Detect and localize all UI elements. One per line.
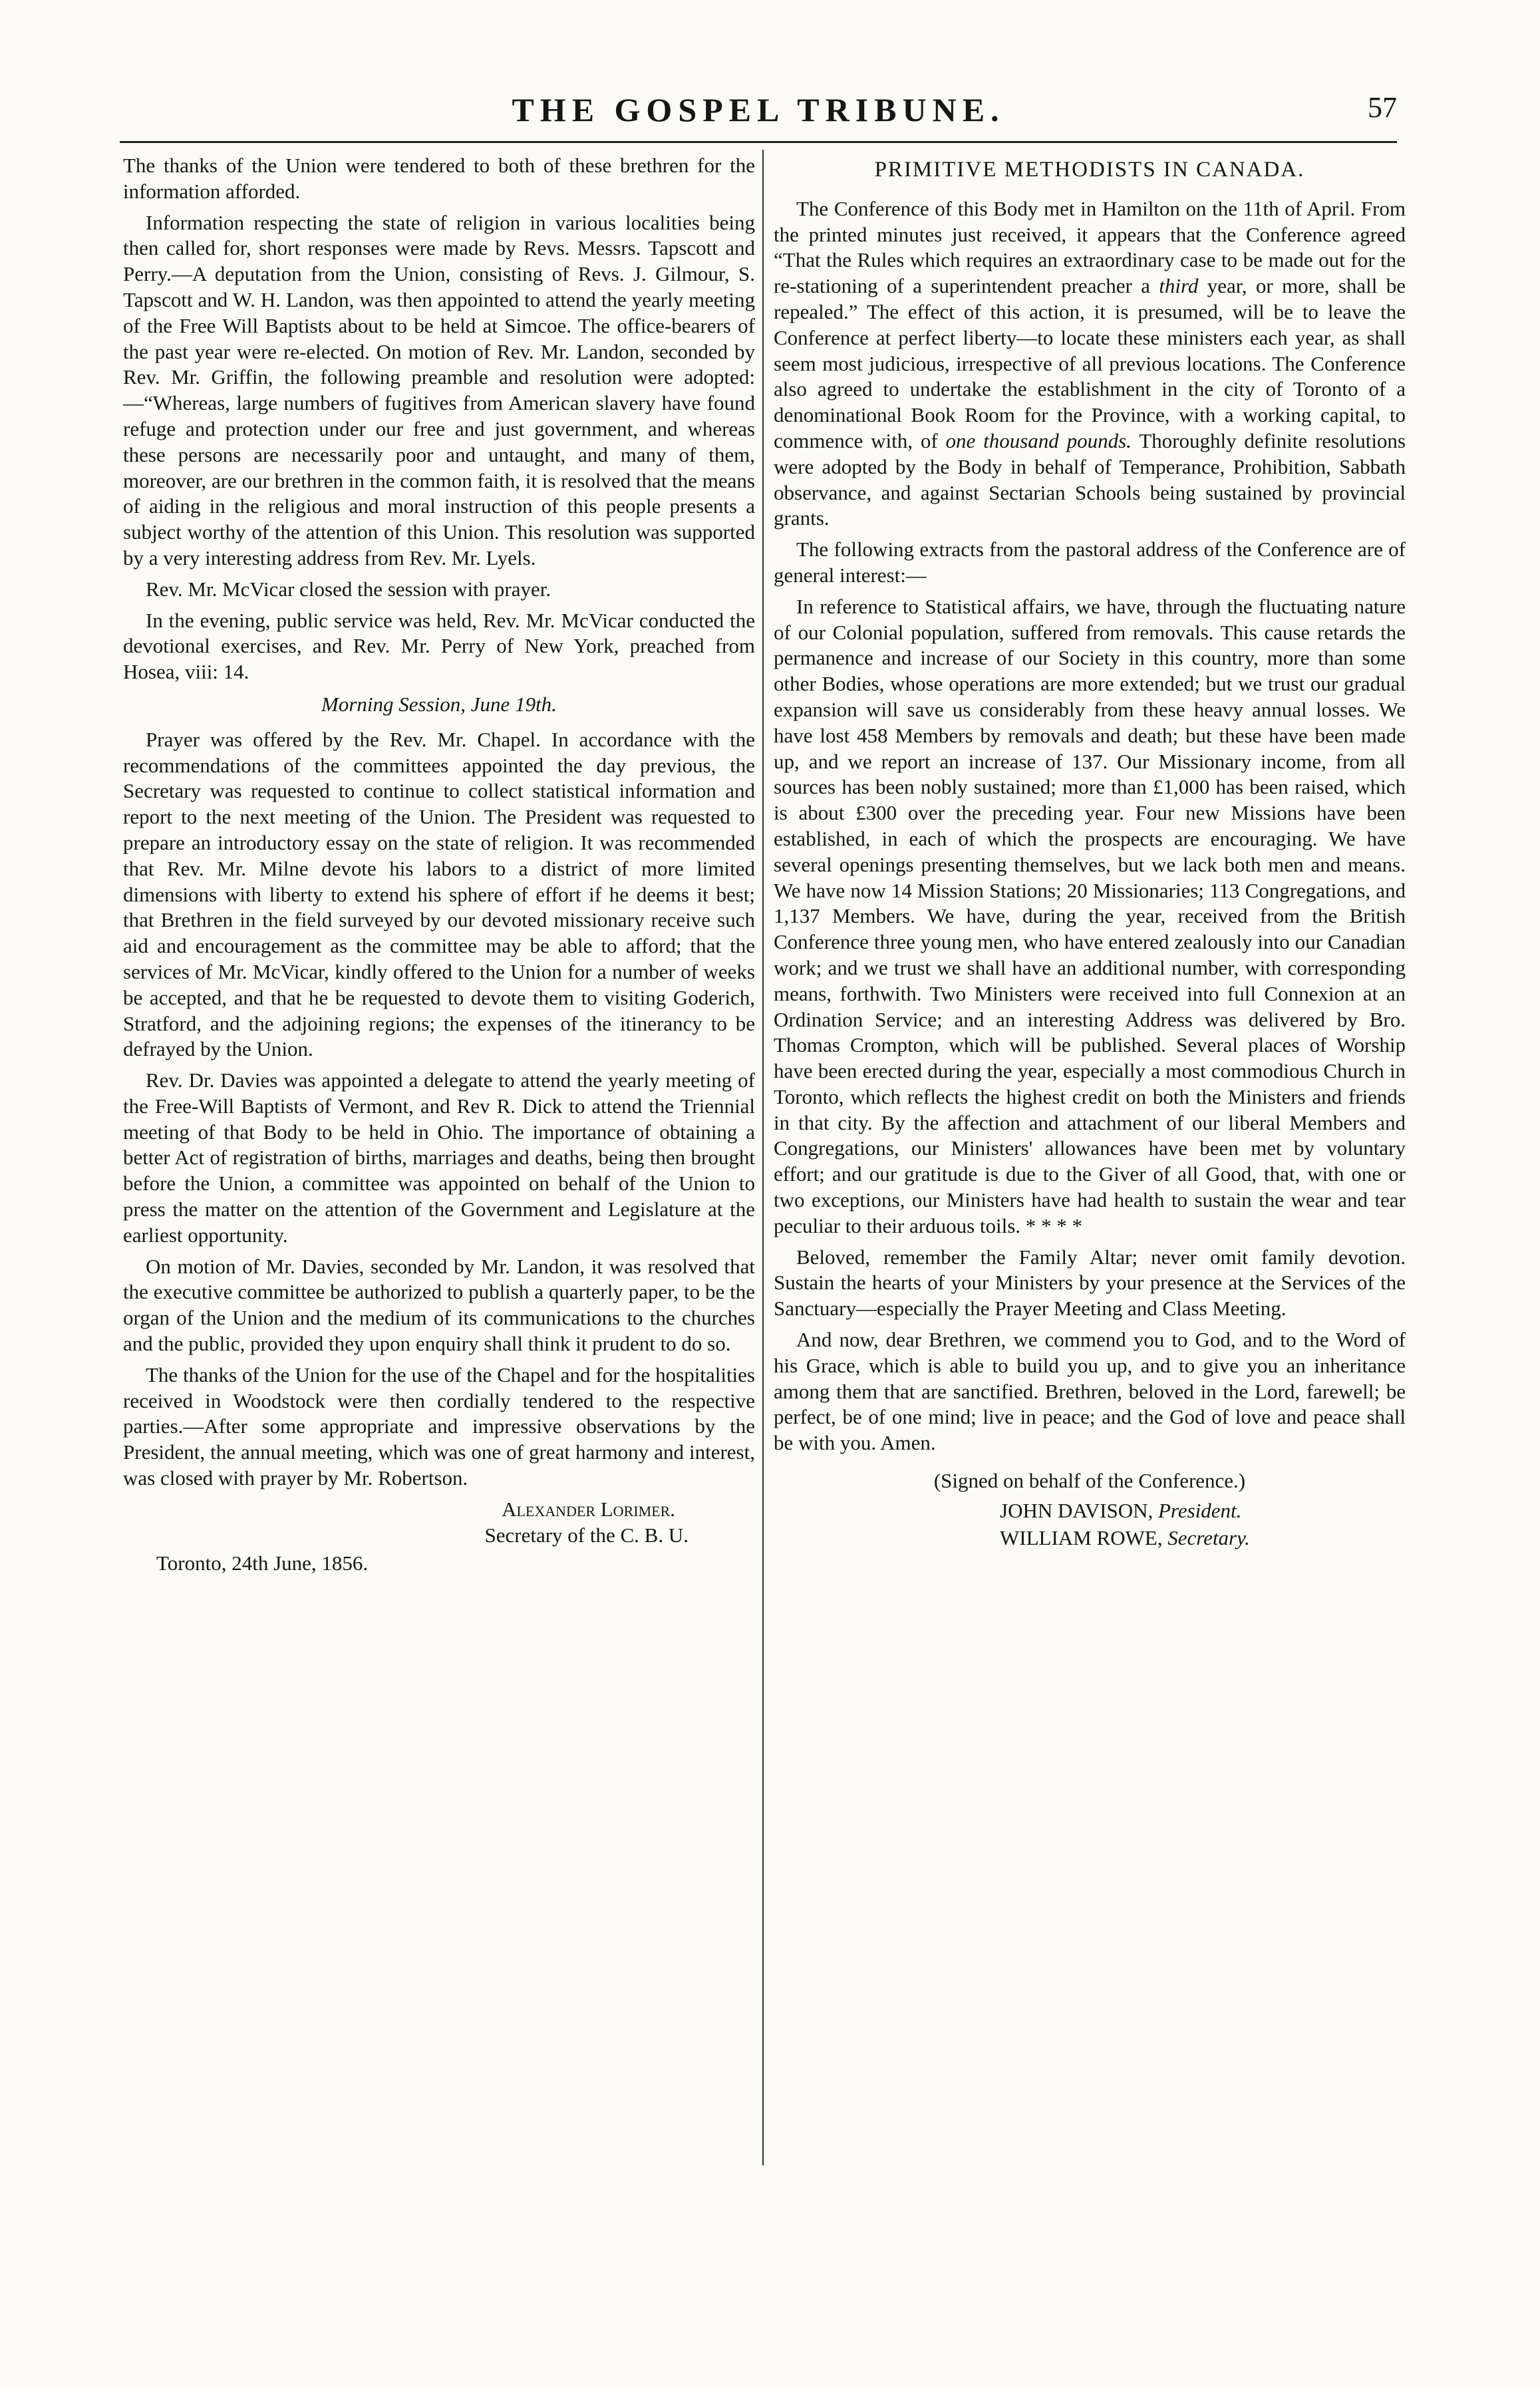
text-run: In reference to Statistical affairs, we have, through the fluctuating nature of our Colonial population, suffered from removals. This cause retards the permanence and increase of our Society in this country, more than some other Bodies, whose operations are more extended; but we trust our gradual expansion will save us considerably from these heavy annual losses. We have lost 458 Members by removals and death; but these have been made up, and we report an increase of 137. Our Missionary income, from all sources has been nobly sustained; more than £1,000 has been raised, which is about £300 over the preceding year. Four new Missions have been established, in each of which the prospects are encouraging. We have several openings presenting themselves, but we lack both men and means. We have now 14 Mission Stations; 20 Missionaries; 113 Congregations, and 1,137 Members. We have, during the year, received from the British Conference three young men, who have entered zealously into our Canadian work; and we trust we shall have an additional number, with corresponding means, forthwith. Two Ministers were received into full Connexion at an Ordination Service; and an interesting Address was delivered by Bro. Thomas Crompton, which will be published. Several places of Worship have been erected during the year, especially a most commodious Church in Toronto, which reflects the highest credit on both the Ministers and friends in that city. By the affection and attachment of our liberal Members and Congregations, our Ministers' allowances have been met by voluntary effort; and our gratitude is due to the Giver of all Good, that, with one or two exceptions, our Ministers have had health to sustain the wear and tear peculiar to their arduous toils.: [774, 594, 1406, 1237]
signature-role: Secretary of the C. B. U.: [484, 1523, 689, 1547]
signature-name: Alexander Lorimer.: [502, 1497, 675, 1521]
article-title: PRIMITIVE METHODISTS IN CANADA.: [874, 158, 1305, 182]
signed-line: (Signed on behalf of the Conference.): [933, 1469, 1246, 1493]
column-rule: [762, 150, 764, 2165]
page-number: 57: [1368, 91, 1397, 124]
paragraph: And now, dear Brethren, we commend you to God, and to the Word of his Grace, which is able to build you up, and to give you an inheritance among them that are sanctified. Brethren, beloved in the Lord, farewell; be perfect, be of one mind; live in peace; and the God of love and peace shall be with you. Amen.: [774, 1328, 1406, 1455]
paragraph: [774, 196, 1406, 532]
text-run: Thoroughly definite resolutions were adopted by the Body in behalf of Temperance, Prohibition, Sabbath observance, and against Sectarian Schools being sustained by provincial grants.: [774, 428, 1406, 530]
right-column: [774, 153, 1406, 1552]
officer-line: [774, 1525, 1406, 1551]
text-run: year, or more, shall be repealed.” The effect of this action, it is presumed, will be to leave the Conference at perfect liberty—to locate these ministers each year, as shall seem most judicious, irrespective of all previous locations. The Conference also agreed to undertake the establishment in the city of Toronto of a denominational Book Room for the Province, with a working capital, to commence with, of: [774, 274, 1406, 452]
officer-role: Secretary.: [1167, 1525, 1250, 1549]
officer-name: WILLIAM ROWE,: [1000, 1525, 1163, 1549]
italic-text: third: [1159, 274, 1199, 298]
paragraph: The thanks of the Union were tendered to both of these brethren for the information afforded.: [123, 154, 755, 203]
header-rule: [120, 141, 1397, 143]
paragraph: [774, 594, 1406, 1239]
text-run: The Conference of this Body met in Hamilton on the 11th of April. From the printed minutes just received, it appears that the Conference agreed “That the Rules which requires an extraordinary case to be made out for the re-stationing of a superintendent preacher a: [774, 196, 1406, 298]
publication-title: THE GOSPEL TRIBUNE.: [512, 91, 1005, 128]
officer-name: JOHN DAVISON,: [1000, 1498, 1154, 1522]
paragraph: In the evening, public service was held, Rev. Mr. McVicar conducted the devotional exercises, and Rev. Mr. Perry of New York, preached from Hosea, viii: 14.: [123, 608, 755, 684]
paragraph: Beloved, remember the Family Altar; never omit family devotion. Sustain the hearts of your Ministers by your presence at the Services of the Sanctuary—especially the Prayer Meeting and Class Meeting.: [774, 1245, 1406, 1321]
officer-line: [774, 1498, 1406, 1524]
officer-role: President.: [1157, 1498, 1242, 1522]
paragraph: Prayer was offered by the Rev. Mr. Chapel. In accordance with the recommendations of the committees appointed the day previous, the Secretary was requested to continue to collect statistical information and report to the next meeting of the Union. The President was requested to prepare an introductory essay on the state of religion. It was recommended that Rev. Mr. Milne devote his labors to a district of more limited dimensions with liberty to extend his sphere of effort if he deems it best; that Brethren in the field surveyed by our devoted missionary receive such aid and encouragement as the committee may be able to afford; that the services of Mr. McVicar, kindly offered to the Union for a number of weeks be accepted, and that he be requested to devote them to visiting Goderich, Stratford, and the adjoining regions; the expenses of the itinerancy to be defrayed by the Union.: [123, 727, 755, 1061]
paragraph: Information respecting the state of religion in various localities being then called for, short responses were made by Revs. Messrs. Tapscott and Perry.—A deputation from the Union, consisting of Revs. J. Gilmour, S. Tapscott and W. H. Landon, was then appointed to attend the yearly meeting of the Free Will Baptists about to be held at Simcoe. The office-bearers of the past year were re-elected. On motion of Rev. Mr. Landon, seconded by Rev. Mr. Griffin, the following preamble and resolution were adopted:—“Whereas, large numbers of fugitives from American slavery have found refuge and protection under our free and just government, and whereas these persons are necessarily poor and untaught, and many of them, moreover, are our brethren in the common faith, it is resolved that the means of aiding in the religious and moral instruction of this people presents a subject worthy of the attention of this Union. This resolution was supported by a very interesting address from Rev. Mr. Lyels.: [123, 210, 755, 569]
paragraph: The thanks of the Union for the use of the Chapel and for the hospitalities received in Woodstock were then cordially tendered to the respective parties.—After some appropriate and impressive observations by the President, the annual meeting, which was one of great harmony and interest, was closed with prayer by Mr. Robertson.: [123, 1362, 755, 1490]
asterisks: * * * *: [1025, 1213, 1083, 1237]
dateline: Toronto, 24th June, 1856.: [156, 1551, 369, 1575]
section-heading: Morning Session, June 19th.: [321, 692, 557, 716]
paragraph: Rev. Mr. McVicar closed the session with prayer.: [146, 577, 551, 601]
italic-text: one thousand pounds.: [945, 428, 1132, 452]
paragraph: The following extracts from the pastoral address of the Conference are of general interest:—: [774, 538, 1406, 587]
paragraph: On motion of Mr. Davies, seconded by Mr. Landon, it was resolved that the executive committee be authorized to publish a quarterly paper, to be the organ of the Union and the medium of its communications to the churches and the public, provided they upon enquiry shall think it prudent to do so.: [123, 1254, 755, 1356]
paragraph: Rev. Dr. Davies was appointed a delegate to attend the yearly meeting of the Free-Will Baptists of Vermont, and Rev R. Dick to attend the Triennial meeting of that Body to be held in Ohio. The importance of obtaining a better Act of registration of births, marriages and deaths, being then brought before the Union, a committee was appointed on behalf of the Union to press the matter on the attention of the Government and Legislature at the earliest opportunity.: [123, 1068, 755, 1247]
running-head: [120, 90, 1397, 137]
left-column: [123, 153, 755, 1582]
